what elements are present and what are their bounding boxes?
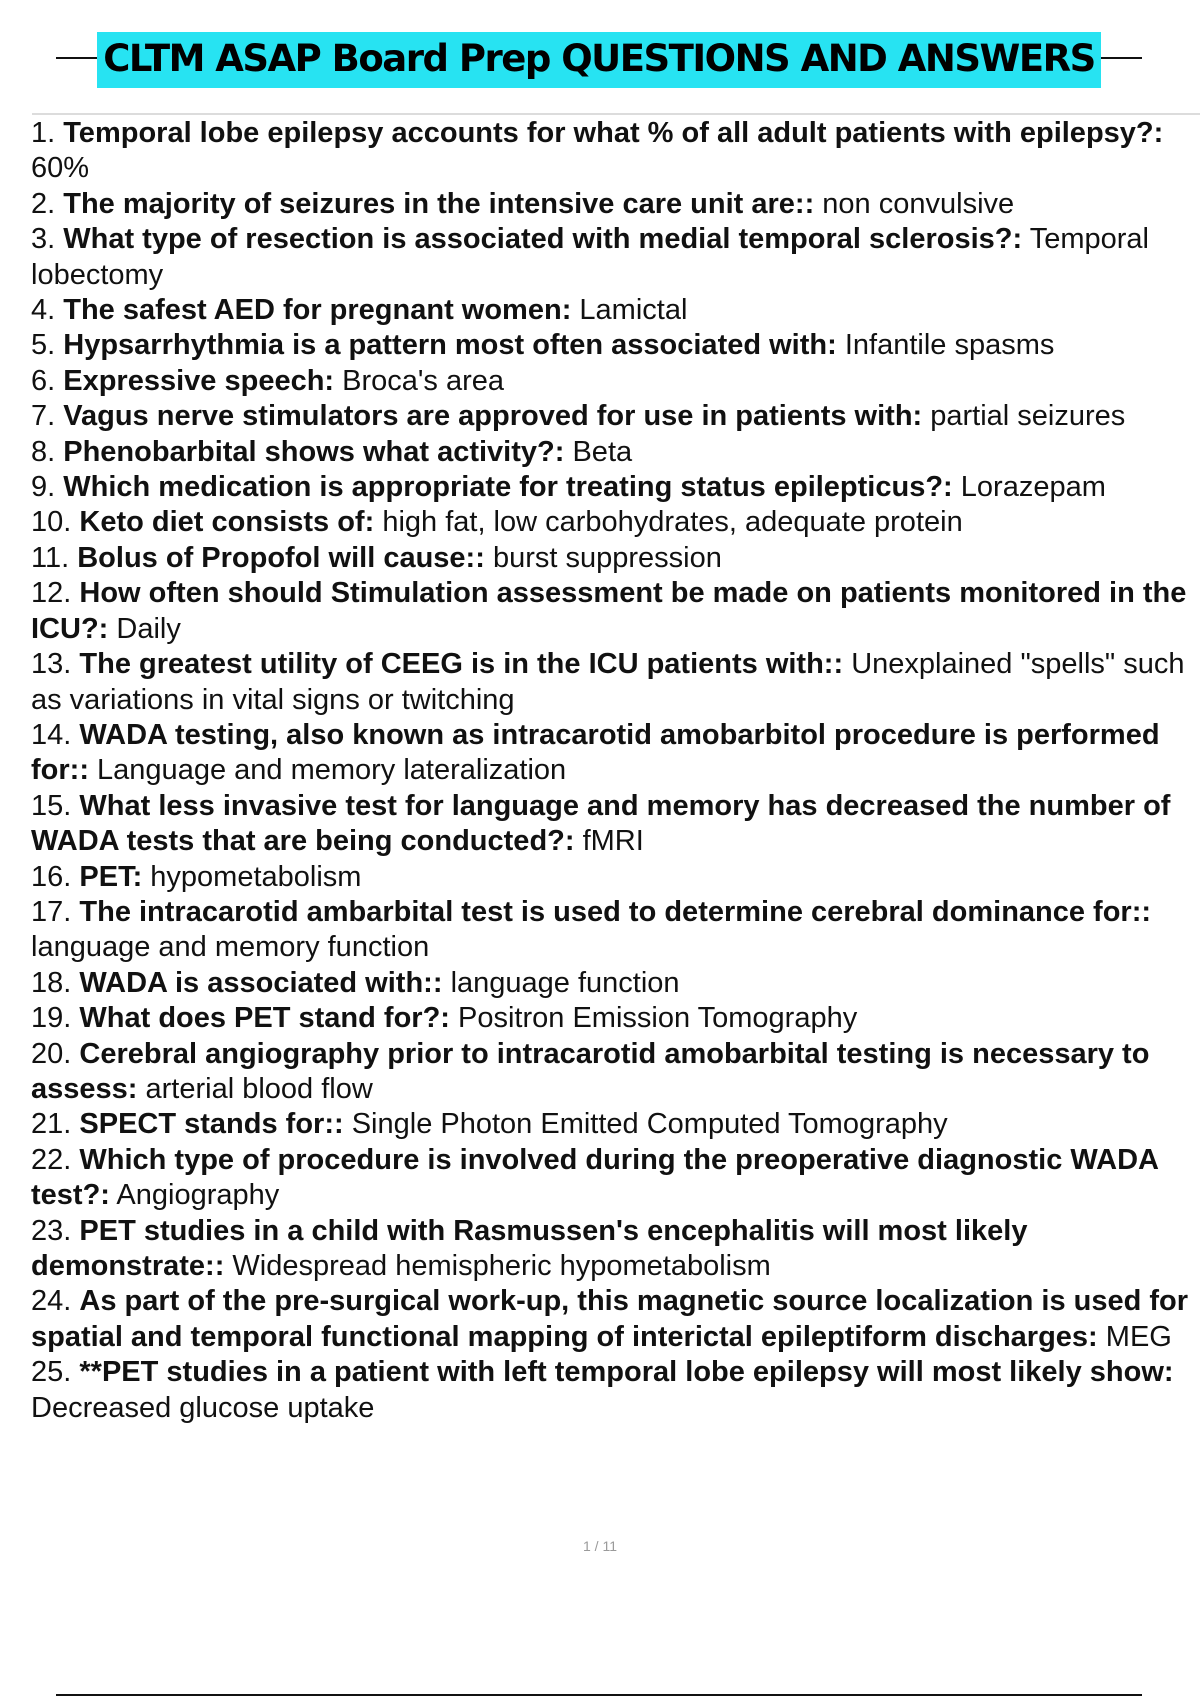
qa-item bbox=[31, 541, 1199, 576]
qa-item bbox=[31, 364, 1199, 399]
qa-number: 9. bbox=[31, 471, 56, 504]
qa-answer: Language and memory lateralization bbox=[97, 754, 567, 787]
qa-number: 16. bbox=[31, 860, 72, 893]
qa-item bbox=[31, 895, 1199, 966]
qa-answer: Angiography bbox=[116, 1179, 280, 1212]
qa-question: How often should Stimulation assessment be made on patients monitored in the ICU?: bbox=[31, 577, 1187, 645]
qa-number: 4. bbox=[31, 294, 56, 327]
page-number: 1 / 11 bbox=[583, 1538, 617, 1554]
qa-number: 20. bbox=[31, 1037, 72, 1070]
qa-question: The safest AED for pregnant women: bbox=[63, 294, 572, 327]
qa-answer: Single Photon Emitted Computed Tomography bbox=[351, 1108, 948, 1141]
qa-item bbox=[31, 222, 1199, 293]
qa-answer: non convulsive bbox=[822, 187, 1015, 220]
qa-item bbox=[31, 789, 1199, 860]
qa-item bbox=[31, 576, 1199, 647]
qa-answer: language and memory function bbox=[31, 931, 430, 964]
qa-question: WADA is associated with:: bbox=[79, 966, 443, 999]
qa-answer: Daily bbox=[116, 612, 181, 645]
qa-answer: MEG bbox=[1105, 1320, 1172, 1353]
qa-item bbox=[31, 1107, 1199, 1142]
qa-number: 1. bbox=[31, 117, 56, 149]
qa-number: 19. bbox=[31, 1002, 72, 1035]
qa-answer: Positron Emission Tomography bbox=[458, 1002, 858, 1035]
qa-question: PET: bbox=[79, 860, 143, 893]
qa-item bbox=[31, 647, 1199, 718]
qa-item bbox=[31, 470, 1199, 505]
qa-question: The greatest utility of CEEG is in the ICU patients with:: bbox=[79, 648, 844, 681]
qa-item bbox=[31, 1001, 1199, 1036]
qa-question: What less invasive test for language and memory has decreased the number of WADA tests that are being conducted?: bbox=[31, 789, 1171, 858]
qa-number: 25. bbox=[31, 1356, 72, 1389]
qa-item bbox=[31, 860, 1199, 895]
qa-number: 13. bbox=[31, 648, 72, 681]
qa-question: Bolus of Propofol will cause:: bbox=[77, 541, 485, 574]
qa-answer: Infantile spasms bbox=[844, 329, 1055, 362]
qa-item bbox=[31, 399, 1199, 434]
qa-number: 11. bbox=[31, 541, 70, 574]
qa-question: Which medication is appropriate for treating status epilepticus?: bbox=[63, 471, 953, 504]
qa-number: 7. bbox=[31, 400, 56, 433]
qa-number: 2. bbox=[31, 187, 56, 220]
qa-question: Which type of procedure is involved during the preoperative diagnostic WADA test?: bbox=[31, 1143, 1158, 1212]
qa-item bbox=[31, 1284, 1199, 1355]
qa-question: Vagus nerve stimulators are approved for use in patients with: bbox=[63, 400, 923, 433]
qa-answer: partial seizures bbox=[930, 400, 1126, 433]
qa-question: Temporal lobe epilepsy accounts for what % of all adult patients with epilepsy?: bbox=[63, 117, 1164, 149]
qa-item bbox=[31, 505, 1199, 540]
qa-item bbox=[31, 328, 1199, 363]
qa-number: 12. bbox=[31, 577, 72, 610]
qa-answer: 60% bbox=[31, 152, 90, 185]
qa-number: 6. bbox=[31, 364, 56, 397]
qa-number: 21. bbox=[31, 1108, 72, 1141]
qa-answer: high fat, low carbohydrates, adequate protein bbox=[382, 506, 963, 539]
qa-answer: Lorazepam bbox=[960, 471, 1106, 504]
qa-answer: Widespread hemispheric hypometabolism bbox=[232, 1250, 771, 1282]
qa-answer: arterial blood flow bbox=[145, 1072, 373, 1105]
qa-number: 3. bbox=[31, 223, 56, 256]
qa-question: Hypsarrhythmia is a pattern most often associated with: bbox=[63, 329, 837, 362]
qa-question: What type of resection is associated with medial temporal sclerosis?: bbox=[63, 223, 1023, 256]
qa-item bbox=[31, 1037, 1199, 1108]
qa-question: Cerebral angiography prior to intracarotid amobarbital testing is necessary to assess: bbox=[31, 1037, 1150, 1105]
qa-number: 14. bbox=[31, 718, 72, 751]
qa-item bbox=[31, 1214, 1199, 1285]
qa-question: SPECT stands for:: bbox=[79, 1108, 344, 1141]
qa-number: 24. bbox=[31, 1285, 72, 1318]
qa-number: 22. bbox=[31, 1143, 72, 1176]
qa-item bbox=[31, 718, 1199, 789]
qa-answer: Unexplained "spells" such as variations in vital signs or twitching bbox=[31, 648, 1185, 716]
qa-answer: Lamictal bbox=[579, 294, 688, 327]
qa-answer: Beta bbox=[572, 435, 633, 468]
title-banner bbox=[56, 30, 1142, 90]
qa-question: What does PET stand for?: bbox=[79, 1002, 450, 1035]
qa-question: **PET studies in a patient with left temporal lobe epilepsy will most likely show: bbox=[79, 1356, 1174, 1389]
qa-item bbox=[31, 187, 1199, 222]
qa-number: 18. bbox=[31, 966, 72, 999]
qa-answer: Decreased glucose uptake bbox=[31, 1391, 375, 1424]
qa-question: Keto diet consists of: bbox=[79, 506, 375, 539]
qa-item bbox=[31, 966, 1199, 1001]
qa-question: PET studies in a child with Rasmussen's encephalitis will most likely demonstrate:: bbox=[31, 1214, 1028, 1282]
qa-number: 5. bbox=[31, 329, 56, 362]
qa-question: WADA testing, also known as intracarotid amobarbitol procedure is performed for:: bbox=[31, 718, 1160, 787]
qa-item bbox=[31, 1143, 1199, 1214]
qa-item bbox=[31, 435, 1199, 470]
qa-answer: burst suppression bbox=[492, 541, 722, 574]
qa-number: 8. bbox=[31, 435, 56, 468]
qa-list bbox=[31, 116, 1199, 1426]
qa-item bbox=[31, 116, 1199, 187]
qa-answer: language function bbox=[450, 966, 680, 999]
footer-rule bbox=[56, 1694, 1142, 1696]
qa-number: 17. bbox=[31, 895, 72, 928]
qa-question: As part of the pre-surgical work-up, this magnetic source localization is used for spatial and temporal functional mapping of interictal epileptiform discharges: bbox=[31, 1285, 1189, 1353]
qa-answer: Broca's area bbox=[342, 364, 505, 397]
qa-answer: hypometabolism bbox=[150, 860, 362, 893]
page-title: CLTM ASAP Board Prep QUESTIONS AND ANSWERS bbox=[97, 32, 1101, 88]
qa-number: 10. bbox=[31, 506, 72, 539]
qa-question: The intracarotid ambarbital test is used to determine cerebral dominance for:: bbox=[79, 895, 1152, 928]
qa-question: Phenobarbital shows what activity?: bbox=[63, 435, 565, 468]
qa-number: 23. bbox=[31, 1214, 72, 1247]
qa-item bbox=[31, 293, 1199, 328]
header-divider bbox=[32, 113, 1200, 115]
qa-question: The majority of seizures in the intensive care unit are:: bbox=[63, 187, 815, 220]
qa-item bbox=[31, 1355, 1199, 1426]
qa-answer: fMRI bbox=[582, 825, 644, 858]
qa-answer: Temporal lobectomy bbox=[31, 223, 1149, 291]
qa-number: 15. bbox=[31, 789, 72, 822]
qa-question: Expressive speech: bbox=[63, 364, 335, 397]
